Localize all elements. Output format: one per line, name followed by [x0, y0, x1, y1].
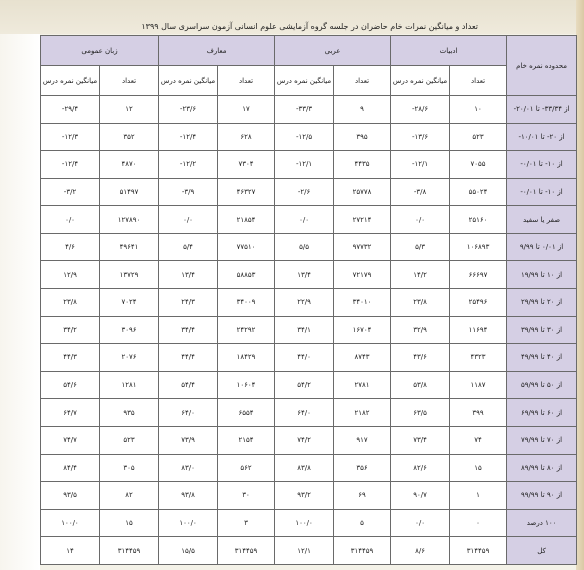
count-cell: ۲۰۷۶: [100, 344, 159, 372]
count-cell: ۵۲۳: [450, 123, 507, 151]
row-label: از ۷۰ تا ۷۹/۹۹: [507, 426, 577, 454]
count-cell: ۳۹۹: [450, 399, 507, 427]
count-cell: ۱۷: [218, 96, 275, 124]
mean-cell: ۵/۴: [159, 233, 218, 261]
table-row: [41, 537, 577, 565]
count-cell: ۷۷۵۱۰: [218, 233, 275, 261]
row-label: از ۱۰- تا ۰/۰۱-: [507, 151, 577, 179]
mean-cell: ۴۴/۴: [159, 344, 218, 372]
count-cell: ۱۲: [100, 96, 159, 124]
corner-header: محدوده نمره خام: [507, 36, 577, 96]
table-row: [41, 289, 577, 317]
table-container: [40, 35, 576, 565]
mean-cell: ۶۴/۰: [159, 399, 218, 427]
mean-cell: ۱۲/۱: [275, 537, 334, 565]
scores-table: [40, 35, 577, 565]
count-cell: ۹: [334, 96, 391, 124]
table-row: [41, 371, 577, 399]
count-cell: ۱۱۶۹۴: [450, 316, 507, 344]
mean-cell: ۷۴/۲: [275, 426, 334, 454]
table-row: [41, 233, 577, 261]
count-cell: ۳۰۹۶: [100, 316, 159, 344]
table-row: [41, 151, 577, 179]
count-cell: ۳۹۵: [334, 123, 391, 151]
row-label: کل: [507, 537, 577, 565]
mean-cell: -۳۳/۳: [275, 96, 334, 124]
subject-header: عربی: [275, 36, 391, 66]
mean-header: میانگین نمره درس: [391, 66, 450, 96]
mean-cell: ۸۳/۰: [159, 454, 218, 482]
mean-cell: ۰/۰: [159, 206, 218, 234]
count-cell: ۶۹: [334, 482, 391, 510]
mean-cell: ۱۴: [41, 537, 100, 565]
count-cell: ۱۸۴۲۹: [218, 344, 275, 372]
mean-cell: -۱۲/۲: [159, 151, 218, 179]
subject-header: ادبیات: [391, 36, 507, 66]
count-cell: ۲۵۱۶۰: [450, 206, 507, 234]
count-cell: ۲۱۵۴: [218, 426, 275, 454]
count-cell: ۷۴: [450, 426, 507, 454]
mean-cell: -۳/۲: [41, 178, 100, 206]
row-label: از ۰/۰۱ تا ۹/۹۹: [507, 233, 577, 261]
count-header: تعداد: [334, 66, 391, 96]
count-cell: ۴۶۳۲۷: [218, 178, 275, 206]
count-header: تعداد: [100, 66, 159, 96]
count-cell: ۷۰۲۴: [100, 289, 159, 317]
mean-cell: ۴۴/۳: [41, 344, 100, 372]
row-label: از ۳۰ تا ۳۹/۹۹: [507, 316, 577, 344]
mean-cell: ۱۵/۵: [159, 537, 218, 565]
mean-cell: ۵۳/۸: [391, 371, 450, 399]
count-cell: ۱۳۷۲۹: [100, 261, 159, 289]
count-cell: ۳۴۰۰۹: [218, 289, 275, 317]
count-cell: ۵۸۸۵۳: [218, 261, 275, 289]
mean-cell: ۳۲/۹: [391, 316, 450, 344]
row-label: از ۸۰ تا ۸۹/۹۹: [507, 454, 577, 482]
mean-cell: ۸۴/۴: [41, 454, 100, 482]
count-cell: ۶۲۸: [218, 123, 275, 151]
mean-cell: ۳۴/۲: [41, 316, 100, 344]
mean-cell: ۳۴/۱: [275, 316, 334, 344]
count-header: تعداد: [218, 66, 275, 96]
mean-cell: ۴/۶: [41, 233, 100, 261]
count-cell: ۲۵۴۹۶: [450, 289, 507, 317]
count-cell: ۱: [450, 482, 507, 510]
count-cell: ۱۰۶۰۴: [218, 371, 275, 399]
count-cell: ۳۱۴۴۵۹: [334, 537, 391, 565]
mean-cell: ۷۳/۴: [391, 426, 450, 454]
count-cell: ۹۳۵: [100, 399, 159, 427]
count-cell: ۷۳۰۴: [218, 151, 275, 179]
mean-cell: ۳۴/۴: [159, 316, 218, 344]
count-cell: ۵۶۲: [218, 454, 275, 482]
count-cell: ۳: [218, 509, 275, 537]
count-cell: ۱۵: [100, 509, 159, 537]
mean-cell: -۱۲/۱: [391, 151, 450, 179]
count-cell: ۶۵۵۴: [218, 399, 275, 427]
count-cell: ۹۱۷: [334, 426, 391, 454]
mean-cell: ۰/۰: [41, 206, 100, 234]
count-cell: ۲۴۲۹۲: [218, 316, 275, 344]
table-row: [41, 454, 577, 482]
right-edge-decoration: [576, 0, 584, 570]
mean-header: میانگین نمره درس: [159, 66, 218, 96]
count-cell: ۳۱۴۴۵۹: [100, 537, 159, 565]
mean-cell: -۲/۶: [275, 178, 334, 206]
table-row: [41, 206, 577, 234]
row-label: از ۴۰ تا ۴۹/۹۹: [507, 344, 577, 372]
table-row: [41, 426, 577, 454]
count-cell: ۴۹۶۴۱: [100, 233, 159, 261]
mean-cell: -۳/۹: [159, 178, 218, 206]
count-cell: ۰: [450, 509, 507, 537]
mean-cell: ۷۴/۷: [41, 426, 100, 454]
mean-cell: ۹۰/۷: [391, 482, 450, 510]
mean-cell: ۰/۰: [391, 206, 450, 234]
mean-header: میانگین نمره درس: [41, 66, 100, 96]
page-title: تعداد و میانگین نمرات خام حاضران در جلسه گروه آزمایشی علوم انسانی آزمون سراسری سال ۱۳۹۹: [141, 22, 478, 31]
mean-cell: ۹۳/۵: [41, 482, 100, 510]
count-cell: ۵۲۳: [100, 426, 159, 454]
count-cell: ۱۰۶۸۹۳: [450, 233, 507, 261]
row-label: از ۶۰ تا ۶۹/۹۹: [507, 399, 577, 427]
mean-cell: -۲۹/۴: [41, 96, 100, 124]
mean-cell: -۱۲/۵: [275, 123, 334, 151]
count-cell: ۹۷۷۳۲: [334, 233, 391, 261]
count-cell: ۳۰: [218, 482, 275, 510]
mean-cell: ۵۴/۶: [41, 371, 100, 399]
table-row: [41, 261, 577, 289]
mean-cell: ۲۲/۹: [275, 289, 334, 317]
mean-cell: ۴۳/۶: [391, 344, 450, 372]
mean-cell: ۰/۰: [391, 509, 450, 537]
mean-cell: ۶۳/۵: [391, 399, 450, 427]
mean-header: میانگین نمره درس: [275, 66, 334, 96]
count-cell: ۳۰۵: [100, 454, 159, 482]
count-cell: ۱۲۸۱: [100, 371, 159, 399]
mean-cell: ۱۰۰/۰: [41, 509, 100, 537]
count-cell: ۲۱۸۵۴: [218, 206, 275, 234]
count-cell: ۴۳۲۳: [450, 344, 507, 372]
mean-cell: ۸/۶: [391, 537, 450, 565]
mean-cell: ۱۰۰/۰: [159, 509, 218, 537]
row-label: صفر یا سفید: [507, 206, 577, 234]
count-cell: ۶۶۶۹۷: [450, 261, 507, 289]
mean-cell: ۵/۵: [275, 233, 334, 261]
row-label: از ۲۰- تا ۱۰/۰۱-: [507, 123, 577, 151]
mean-cell: -۱۲/۳: [41, 123, 100, 151]
count-cell: ۴۸۷۰: [100, 151, 159, 179]
mean-cell: ۹۳/۸: [159, 482, 218, 510]
count-cell: ۱۵: [450, 454, 507, 482]
row-label: ۱۰۰ درصد: [507, 509, 577, 537]
row-label: از ۵۰ تا ۵۹/۹۹: [507, 371, 577, 399]
count-cell: ۲۷۸۱: [334, 371, 391, 399]
table-row: [41, 96, 577, 124]
count-cell: ۳۵۶: [334, 454, 391, 482]
mean-cell: -۱۲/۱: [275, 151, 334, 179]
count-cell: ۵: [334, 509, 391, 537]
mean-cell: ۱۲/۹: [41, 261, 100, 289]
count-cell: ۲۱۸۲: [334, 399, 391, 427]
count-cell: ۳۴۰۱۰: [334, 289, 391, 317]
count-cell: ۳۱۴۴۵۹: [218, 537, 275, 565]
count-cell: ۱۶۷۰۴: [334, 316, 391, 344]
count-cell: ۴۴۳۵: [334, 151, 391, 179]
mean-cell: ۱۳/۴: [275, 261, 334, 289]
table-row: [41, 482, 577, 510]
mean-cell: -۳/۸: [391, 178, 450, 206]
row-label: از ۳۳/۳۴- تا ۲۰/۰۱-: [507, 96, 577, 124]
subject-header: زبان عمومی: [41, 36, 159, 66]
table-row: [41, 399, 577, 427]
mean-cell: ۱۰۰/۰: [275, 509, 334, 537]
mean-cell: ۸۳/۸: [275, 454, 334, 482]
count-cell: ۱۲۷۸۹۰: [100, 206, 159, 234]
count-cell: ۱۰: [450, 96, 507, 124]
mean-cell: ۲۴/۳: [159, 289, 218, 317]
table-row: [41, 316, 577, 344]
count-cell: ۸۷۴۳: [334, 344, 391, 372]
count-cell: ۳۱۴۴۵۹: [450, 537, 507, 565]
mean-cell: -۱۳/۶: [391, 123, 450, 151]
mean-cell: ۹۳/۲: [275, 482, 334, 510]
count-cell: ۲۷۲۱۴: [334, 206, 391, 234]
count-cell: ۷۰۵۵: [450, 151, 507, 179]
mean-cell: -۲۳/۶: [159, 96, 218, 124]
table-row: [41, 123, 577, 151]
row-label: از ۱۰- تا ۰/۰۱-: [507, 178, 577, 206]
mean-cell: ۶۴/۰: [275, 399, 334, 427]
mean-cell: ۶۴/۷: [41, 399, 100, 427]
count-header: تعداد: [450, 66, 507, 96]
mean-cell: ۰/۰: [275, 206, 334, 234]
left-margin: [0, 34, 40, 570]
mean-cell: -۱۲/۴: [41, 151, 100, 179]
mean-cell: -۱۲/۴: [159, 123, 218, 151]
mean-cell: ۷۳/۹: [159, 426, 218, 454]
mean-cell: ۱۴/۲: [391, 261, 450, 289]
mean-cell: ۲۳/۸: [391, 289, 450, 317]
mean-cell: ۵/۳: [391, 233, 450, 261]
count-cell: ۲۵۷۷۸: [334, 178, 391, 206]
table-row: [41, 344, 577, 372]
table-body: [41, 96, 577, 565]
mean-cell: ۵۴/۲: [275, 371, 334, 399]
table-row: [41, 178, 577, 206]
count-cell: ۷۲۱۷۹: [334, 261, 391, 289]
row-label: از ۹۰ تا ۹۹/۹۹: [507, 482, 577, 510]
count-cell: ۳۵۲: [100, 123, 159, 151]
subject-header: معارف: [159, 36, 275, 66]
row-label: از ۲۰ تا ۲۹/۹۹: [507, 289, 577, 317]
count-cell: ۱۱۸۷: [450, 371, 507, 399]
mean-cell: ۵۴/۴: [159, 371, 218, 399]
count-cell: ۸۲: [100, 482, 159, 510]
mean-cell: ۱۳/۴: [159, 261, 218, 289]
count-cell: ۵۵۰۲۴: [450, 178, 507, 206]
row-label: از ۱۰ تا ۱۹/۹۹: [507, 261, 577, 289]
mean-cell: ۴۴/۰: [275, 344, 334, 372]
table-row: [41, 509, 577, 537]
count-cell: ۵۱۴۹۷: [100, 178, 159, 206]
mean-cell: ۸۲/۶: [391, 454, 450, 482]
mean-cell: -۲۸/۶: [391, 96, 450, 124]
mean-cell: ۲۳/۸: [41, 289, 100, 317]
